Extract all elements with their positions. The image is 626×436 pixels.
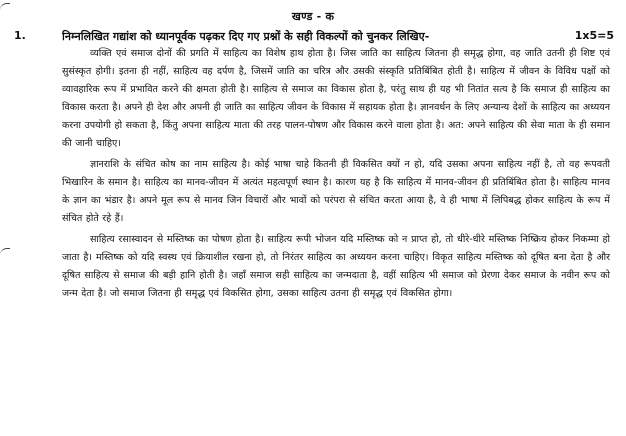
section-heading: खण्ड - क	[291, 10, 335, 23]
passage	[62, 45, 610, 306]
passage-paragraph: साहित्य रसास्वादन से मस्तिष्क का पोषण होता है। साहित्य रूपी भोजन यदि मस्तिष्क को न प्राप्त हो, तो धीरे-धीरे मस्तिष्क निष्क्रिय होकर निकम्मा हो जाता है। मस्तिष्क को यदि स्वस्थ एवं क्रियाशील रखना हो, तो निरंतर साहित्य का अध्ययन करना चाहिए। विकृत साहित्य मस्तिष्क को दूषित बना देता है और दूषित साहित्य से समाज की बड़ी हानि होती है। जहाँ समाज सही साहित्य का जन्मदाता है, वहीं साहित्य भी समाज को प्रेरणा देकर समाज के नवीन रूप को जन्म देता है। जो समाज जितना ही समृद्ध एवं विकसित होगा, उसका साहित्य उतना ही समृद्ध एवं विकसित होगा।	[62, 234, 610, 299]
passage-paragraph: ज्ञानराशि के संचित कोष का नाम साहित्य है। कोई भाषा चाहे कितनी ही विकसित क्यों न हो, यदि उसका अपना साहित्य नहीं है, तो वह रूपवती भिखारिन के समान है। साहित्य का मानव-जीवन में अत्यंत महत्वपूर्ण स्थान है। कारण यह है कि साहित्य में मानव-जीवन ही प्रतिबिंबित होता है। साहित्य मानव के ज्ञान का भंडार है। अपने मूल रूप से मानव जिन विचारों और भावों को परंपरा से संचित करता आया है, वे ही भाषा में लिपिबद्ध होकर साहित्य के रूप में संचित होते रहे हैं।	[62, 159, 610, 224]
question-number: 1.	[14, 29, 26, 42]
question-marks: 1x5=5	[574, 29, 614, 42]
question-instruction: निम्नलिखित गद्यांश को ध्यानपूर्वक पढ़कर दिए गए प्रश्नों के सही विकल्पों को चुनकर लिखिए-	[62, 30, 430, 43]
passage-paragraph: व्यक्ति एवं समाज दोनों की प्रगति में साहित्य का विशेष हाथ होता है। जिस जाति का साहित्य जितना ही समृद्ध होगा, वह जाति उतनी ही शिष्ट एवं सुसंस्कृत होगी। इतना ही नहीं, साहित्य वह दर्पण है, जिसमें जाति का चरित्र और उसकी संस्कृति प्रतिबिंबित होती है। साहित्य में जीवन के विविध पक्षों को व्यावहारिक रूप में प्रभावित करने की क्षमता होती है। साहित्य से समाज का विकास होता है, परंतु साथ ही यह भी नितांत सत्य है कि समाज ही साहित्य का विकास करता है। अपने ही देश और अपनी ही जाति का साहित्य जीवन के विकास में सहायक होता है। ज्ञानवर्धन के लिए अन्यान्य देशों के साहित्य का अध्ययन करना उपयोगी हो सकता है, किंतु अपना साहित्य माता की तरह पालन-पोषण और विकास करने वाला होता है। अत: अपने साहित्य की सेवा माता के ही समान की जानी चाहिए।	[62, 48, 610, 149]
page-corner-mark	[0, 248, 10, 255]
